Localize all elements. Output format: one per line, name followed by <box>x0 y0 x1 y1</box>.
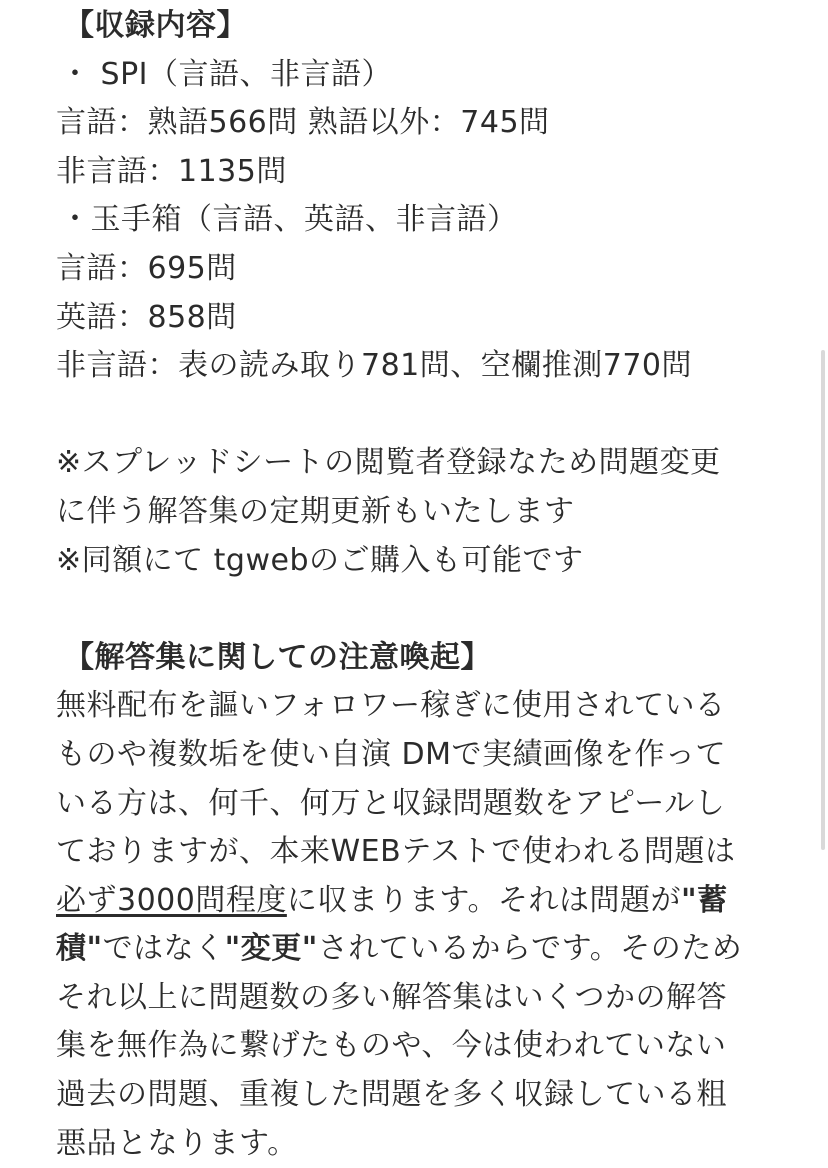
caution-line: 悪品となります。 <box>56 1125 298 1161</box>
spacer <box>56 585 816 634</box>
tamatebako-bullet: ・玉手箱（言語、英語、非言語） <box>60 202 518 238</box>
caution-text: に収まります。それは問題が <box>286 882 681 918</box>
spacer <box>56 391 816 440</box>
emphasis-accumulate-end: 積" <box>56 931 103 967</box>
caution-line: 過去の問題、重複した問題を多く収録している粗 <box>56 1077 727 1113</box>
tamatebako-nonverbal-count: 非言語：表の読み取り781問、空欄推測770問 <box>56 348 693 384</box>
caution-heading: 【解答集に関しての注意喚起】 <box>64 639 491 675</box>
note-update-line2: に伴う解答集の定期更新もいたします <box>56 493 575 529</box>
spi-verbal-count: 言語：熟語566問 熟語以外：745問 <box>56 105 550 141</box>
underlined-question-count: 必ず3000問程度 <box>56 882 287 918</box>
caution-line: それ以上に問題数の多い解答集はいくつかの解答 <box>56 979 727 1015</box>
caution-line: いる方は、何千、何万と収録問題数をアピールし <box>56 785 726 821</box>
vertical-scrollbar[interactable] <box>821 350 825 850</box>
emphasis-change: "変更" <box>224 931 318 967</box>
caution-line <box>56 877 816 926</box>
note-tgweb: ※同額にて tgwebのご購入も可能です <box>56 542 584 578</box>
tamatebako-english-count: 英語：858問 <box>56 299 237 335</box>
caution-line <box>56 925 816 974</box>
note-update-line1: ※スプレッドシートの閲覧者登録なため問題変更 <box>56 445 721 481</box>
contents-heading: 【収録内容】 <box>64 8 247 43</box>
spi-nonverbal-count: 非言語：1135問 <box>56 153 287 189</box>
emphasis-accumulate-start: "蓄 <box>680 882 728 918</box>
caution-text: されているからです。そのため <box>317 931 743 967</box>
caution-line: ておりますが、本来WEBテストで使われる問題は <box>56 834 736 870</box>
caution-text: ではなく <box>102 931 225 967</box>
caution-line: 集を無作為に繋げたものや、今は使われていない <box>56 1028 727 1064</box>
document-body <box>56 2 816 1168</box>
spi-bullet: ・ SPI（言語、非言語） <box>60 56 393 92</box>
tamatebako-verbal-count: 言語：695問 <box>56 250 237 286</box>
caution-line: ものや複数垢を使い自演 DMで実績画像を作って <box>56 736 727 772</box>
caution-line: 無料配布を謳いフォロワー稼ぎに使用されている <box>56 688 726 724</box>
